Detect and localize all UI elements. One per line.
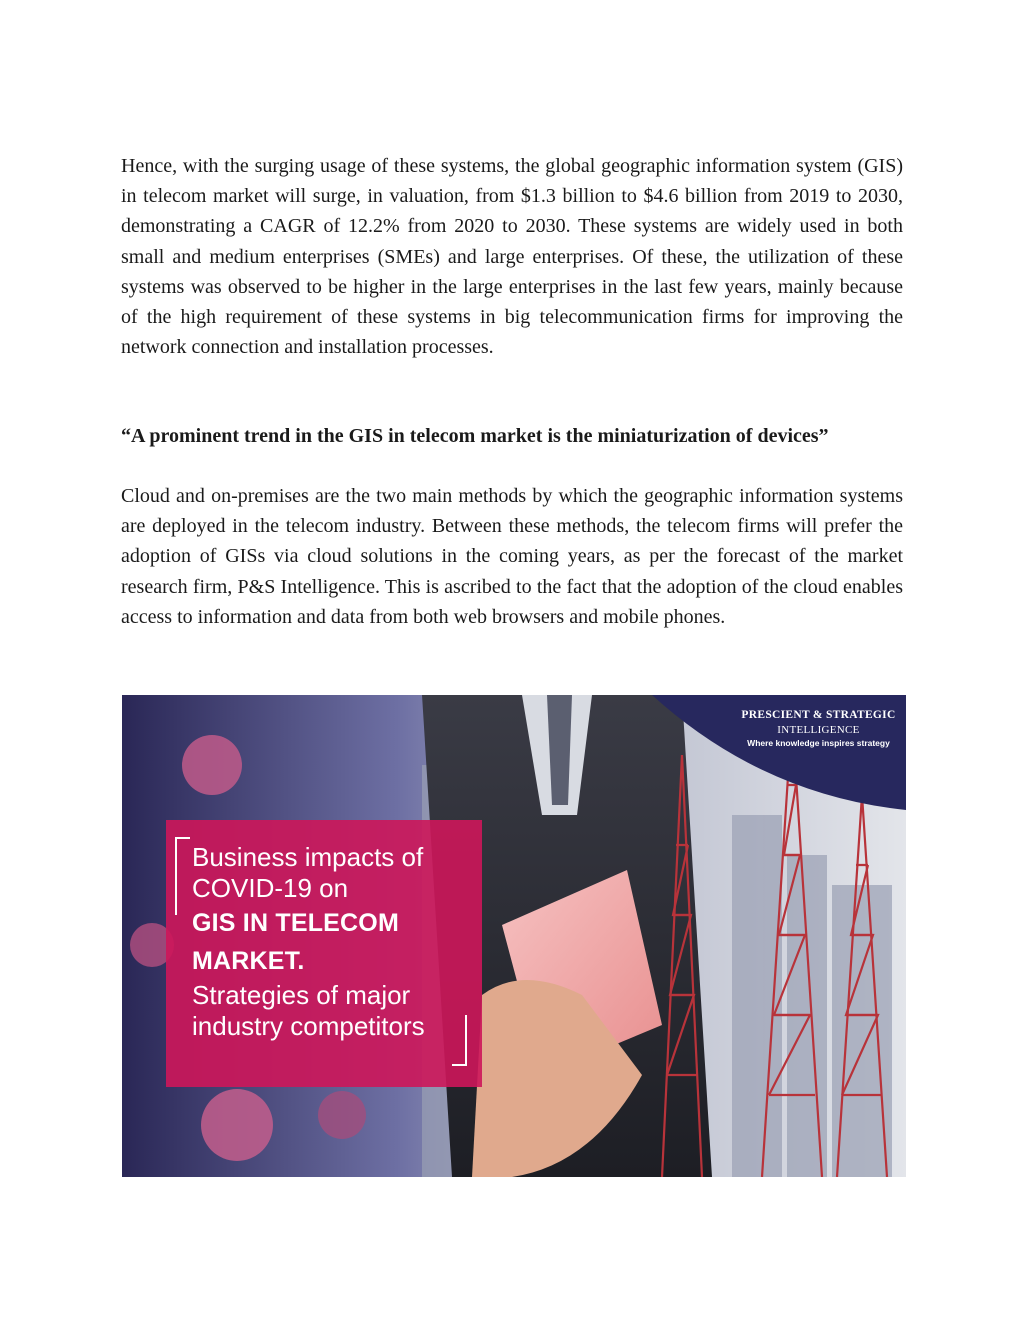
promo-line-1: Business impacts of bbox=[192, 842, 424, 872]
promo-line-2: COVID-19 on bbox=[192, 873, 349, 903]
section-heading: “A prominent trend in the GIS in telecom market is the miniaturization of devices” bbox=[121, 425, 829, 447]
logo-tagline: Where knowledge inspires strategy bbox=[747, 738, 890, 748]
promo-text-box bbox=[166, 820, 482, 1087]
promo-banner-image bbox=[122, 695, 906, 1177]
promo-line-6: industry competitors bbox=[192, 1011, 425, 1041]
company-logo bbox=[654, 695, 906, 809]
body-paragraph-1: Hence, with the surging usage of these systems, the global geographic information system (GIS) in telecom market will surge, in valuation, from $1.3 billion to $4.6 billion from 2019 to 2030, demonstrating a CAGR of 12.2% from 2020 to 2030. These systems are widely used in both small and medium enterprises (SMEs) and large enterprises. Of these, the utilization of these systems was observed to be higher in the large enterprises in the last few years, mainly because of the high requirement of these systems in big telecommunication firms for improving the network connection and installation processes. bbox=[121, 155, 903, 359]
promo-line-3: GIS IN TELECOM bbox=[192, 909, 399, 937]
logo-line-1: PRESCIENT & STRATEGIC bbox=[741, 709, 896, 721]
promo-line-5: Strategies of major bbox=[192, 980, 411, 1010]
body-paragraph-2: Cloud and on-premises are the two main methods by which the geographic information systems are deployed in the telecom industry. Between these methods, the telecom firms will prefer the adoption of GISs via cloud solutions in the coming years, as per the forecast of the market research firm, P&S Intelligence. This is ascribed to the fact that the adoption of the cloud enables access to information and data from both web browsers and mobile phones. bbox=[121, 485, 903, 628]
logo-line-2: INTELLIGENCE bbox=[777, 724, 860, 736]
promo-line-4: MARKET. bbox=[192, 947, 305, 975]
